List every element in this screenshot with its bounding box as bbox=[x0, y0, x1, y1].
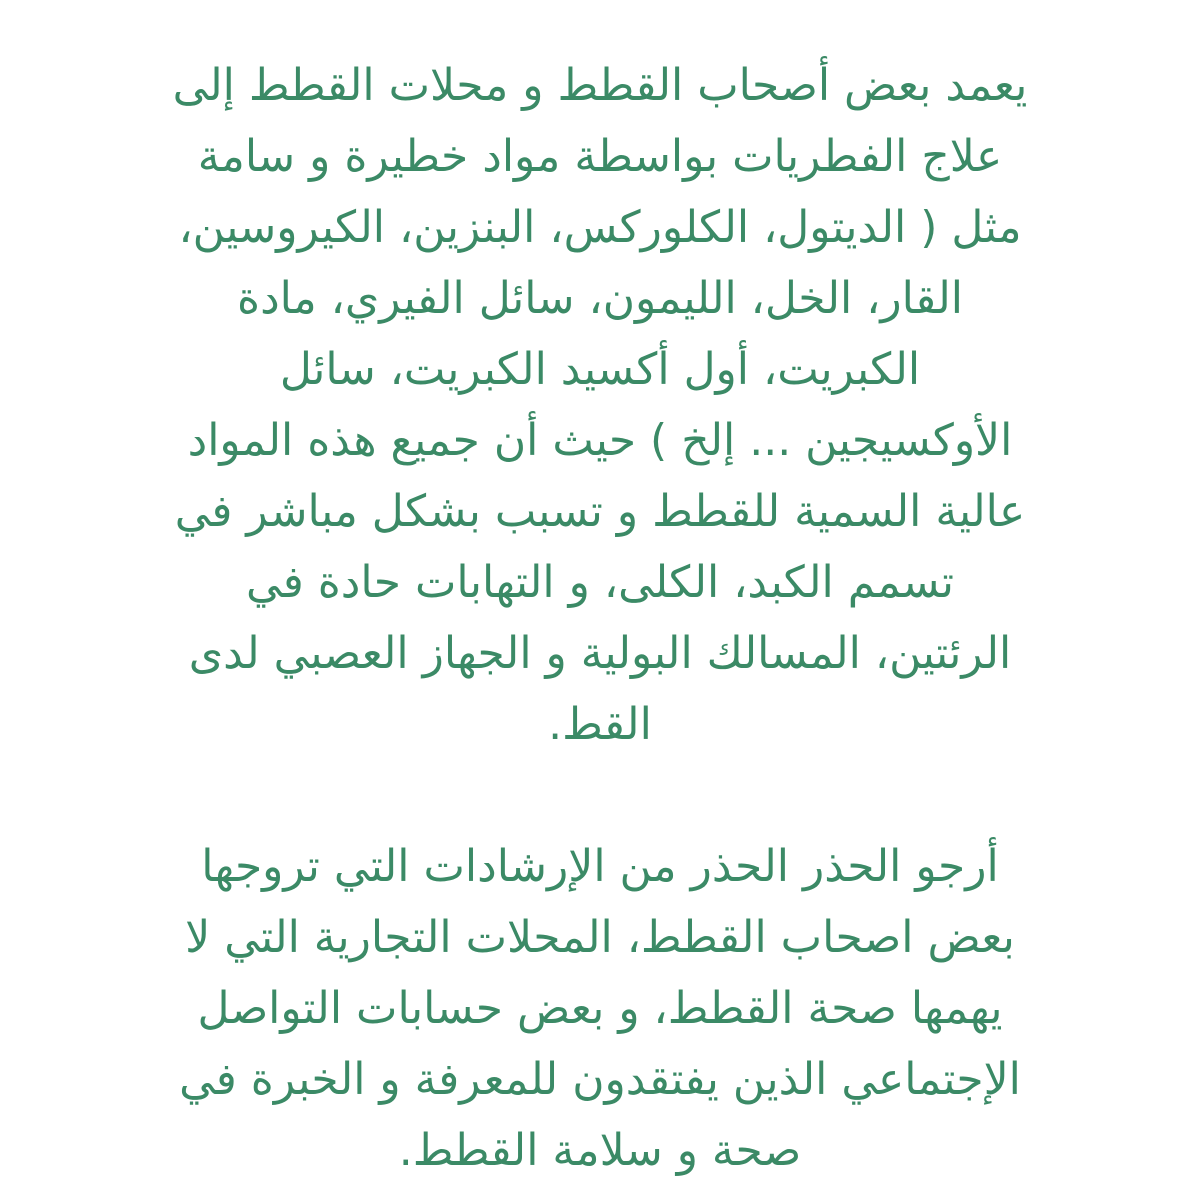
text-line: يعمد بعض أصحاب القطط و محلات القطط إلى bbox=[172, 60, 1028, 111]
advice-paragraph bbox=[30, 831, 1170, 1186]
text-line: بعض اصحاب القطط، المحلات التجارية التي لا bbox=[185, 912, 1015, 963]
text-line: الكبريت، أول أكسيد الكبريت، سائل bbox=[279, 344, 921, 395]
text-line: مثل ( الديتول، الكلوركس، البنزين، الكيروسين، bbox=[178, 202, 1022, 253]
text-line: يهمها صحة القطط، و بعض حسابات التواصل bbox=[197, 983, 1003, 1034]
text-line: القط. bbox=[548, 699, 652, 750]
text-line: الرئتين، المسالك البولية و الجهاز العصبي لدى bbox=[188, 628, 1012, 679]
text-line: الإجتماعي الذين يفتقدون للمعرفة و الخبرة في bbox=[179, 1054, 1021, 1105]
text-line: عالية السمية للقطط و تسبب بشكل مباشر في bbox=[174, 486, 1026, 537]
paragraph-spacer bbox=[30, 760, 1170, 831]
text-line: تسمم الكبد، الكلى، و التهابات حادة في bbox=[246, 557, 954, 608]
text-line: صحة و سلامة القطط. bbox=[398, 1125, 802, 1176]
text-line: الأوكسيجين ... إلخ ) حيث أن جميع هذه المواد bbox=[187, 415, 1013, 466]
warning-paragraph bbox=[30, 50, 1170, 760]
text-line: أرجو الحذر الحذر من الإرشادات التي تروجها bbox=[201, 841, 999, 892]
text-line: القار، الخل، الليمون، سائل الفيري، مادة bbox=[237, 273, 963, 324]
text-line: علاج الفطريات بواسطة مواد خطيرة و سامة bbox=[197, 131, 1003, 182]
